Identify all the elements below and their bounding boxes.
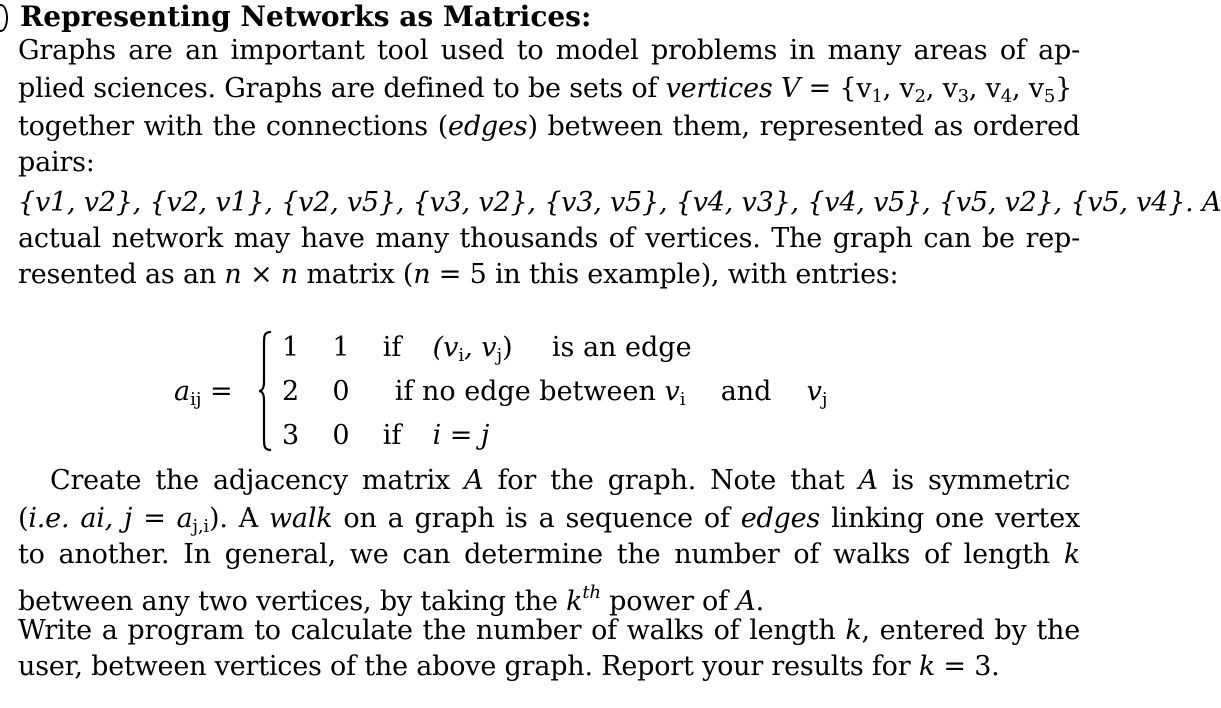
body-text: is symmetric: [877, 465, 1070, 496]
set-sep: , v: [925, 73, 958, 104]
row-number: 1: [282, 332, 300, 363]
k-variable: k: [566, 586, 583, 617]
body-text: = 3.: [935, 651, 1000, 682]
intro-line-7: [18, 258, 1080, 292]
set-open: = {v: [800, 73, 872, 104]
body-text: between any two vertices, by taking the: [18, 586, 567, 617]
equals-sign: =: [201, 376, 233, 407]
math-term: i.e. ai, j: [28, 503, 133, 534]
body-line-4: [18, 576, 1080, 619]
matrix-a: A: [858, 465, 878, 496]
piecewise-row-2: [282, 375, 828, 417]
subscript: 5: [1043, 86, 1056, 107]
a-variable: a: [174, 376, 191, 407]
list-bullet-icon: [0, 4, 8, 32]
body-text: ). A: [209, 503, 270, 534]
math-term: v: [806, 376, 822, 407]
superscript: th: [582, 582, 601, 603]
condition-text: and: [720, 376, 772, 407]
edges-term: edges: [740, 503, 821, 534]
matrix-a: A: [736, 586, 756, 617]
intro-line-4: [18, 146, 1080, 180]
intro-text: actual network may have many thousands of vertices. The graph can be rep-: [18, 223, 1080, 254]
math-term: i = j: [432, 420, 490, 451]
intro-line-1: [18, 34, 1080, 68]
subscript: ij: [190, 389, 202, 410]
body-text: to another. In general, we can determine the number of walks of length: [18, 539, 1064, 570]
body-line-3: [18, 538, 1080, 572]
k-variable: k: [918, 651, 935, 682]
intro-line-2: [18, 72, 1080, 114]
intro-text: together with the connections (: [18, 111, 449, 142]
body-text: .: [755, 586, 764, 617]
math-term: (v: [432, 332, 459, 363]
intro-text: matrix (: [298, 259, 414, 290]
matrix-size: n × n: [224, 259, 298, 290]
subscript: i: [458, 345, 465, 366]
math-term: v: [664, 376, 680, 407]
subscript: i: [679, 389, 686, 410]
matrix-a: A: [464, 465, 484, 496]
condition-text: if: [382, 332, 402, 363]
n-variable: n: [413, 259, 431, 290]
intro-text: plied sciences. Graphs are defined to be sets of: [18, 73, 666, 104]
body-text: Create the adjacency matrix: [50, 465, 465, 496]
subscript: j,i: [192, 516, 209, 537]
edge-list-line: [18, 186, 1221, 220]
condition-text: is an edge: [551, 332, 692, 363]
intro-line-6: [18, 222, 1080, 256]
left-brace-icon: [258, 330, 272, 452]
edge-list: {v1, v2}, {v2, v1}, {v2, v5}, {v3, v2}, {v3, v5}, {v4, v3}, {v4, v5}, {v5, v2}, {v5, v4}. A: [18, 187, 1221, 218]
intro-text: = 5 in this example), with entries:: [430, 259, 899, 290]
edges-term: edges: [448, 111, 528, 142]
k-variable: k: [845, 615, 862, 646]
set-sep: , v: [968, 73, 1001, 104]
set-sep: , v: [1012, 73, 1044, 104]
math-term: a: [176, 503, 193, 534]
body-text: linking one vertex: [820, 503, 1081, 534]
row-value: 1: [332, 332, 350, 363]
piecewise-row-3: [282, 419, 489, 453]
piecewise-lhs: [174, 375, 233, 417]
row-number: 2: [282, 376, 300, 407]
intro-text: Graphs are an important tool used to model problems in many areas of ap-: [18, 35, 1080, 66]
k-variable: k: [1063, 539, 1080, 570]
row-value: 0: [332, 376, 350, 407]
body-text: (: [18, 503, 29, 534]
body-text: user, between vertices of the above graph. Report your results for: [18, 651, 919, 682]
intro-text: resented as an: [18, 259, 225, 290]
body-text: , entered by the: [861, 615, 1080, 646]
vertices-term: vertices V: [665, 73, 801, 104]
subscript: 3: [957, 86, 969, 107]
math-term: , v: [464, 332, 497, 363]
subscript: 4: [1000, 86, 1013, 107]
body-line-6: [18, 650, 1080, 684]
row-number: 3: [282, 420, 300, 451]
body-text: =: [132, 503, 177, 534]
condition-text: if no edge between: [394, 376, 656, 407]
intro-text: pairs:: [18, 147, 95, 178]
body-text: for the graph. Note that: [483, 465, 859, 496]
body-text: power of: [600, 586, 737, 617]
intro-line-3: [18, 110, 1080, 144]
piecewise-row-1: [282, 331, 692, 373]
walk-term: walk: [269, 503, 333, 534]
body-line-1: [50, 464, 1070, 498]
intro-text: ) between them, represented as ordered: [527, 111, 1080, 142]
body-text: Write a program to calculate the number of walks of length: [18, 615, 846, 646]
set-close: }: [1055, 73, 1073, 104]
body-line-5: [18, 614, 1080, 648]
subscript: j: [821, 389, 828, 410]
subscript: 1: [871, 86, 883, 107]
set-sep: , v: [882, 73, 915, 104]
subscript: j: [496, 345, 503, 366]
math-term: ): [502, 332, 513, 363]
condition-text: if: [382, 420, 402, 451]
subscript: 2: [914, 86, 926, 107]
section-title: Representing Networks as Matrices:: [20, 0, 592, 33]
row-value: 0: [332, 420, 350, 451]
body-text: on a graph is a sequence of: [332, 503, 741, 534]
